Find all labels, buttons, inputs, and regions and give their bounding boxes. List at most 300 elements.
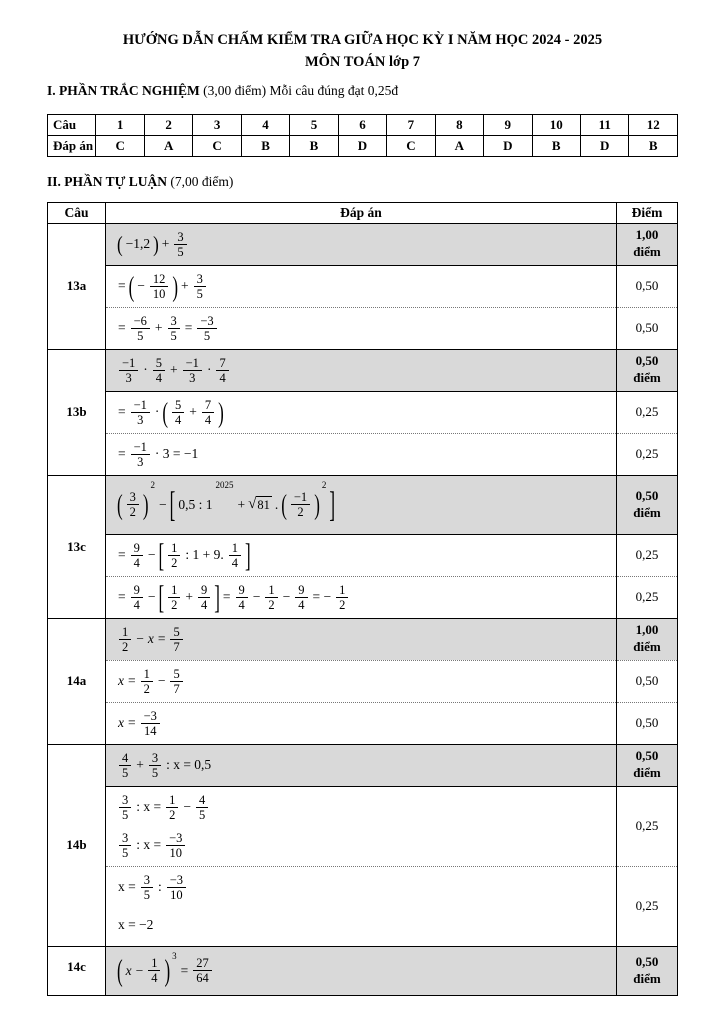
- fraction: [131, 314, 150, 343]
- math-text: x =: [117, 879, 136, 894]
- points-cell: 0,50: [617, 307, 678, 349]
- fraction-denominator: 14: [143, 723, 157, 738]
- fraction-numerator: −1: [131, 398, 150, 413]
- math-line: [116, 439, 610, 470]
- fraction-denominator: 2: [129, 505, 136, 519]
- answer-cell: [105, 576, 616, 618]
- fraction-numerator: 27: [193, 956, 212, 971]
- fraction-numerator: 3: [194, 272, 206, 287]
- fraction-denominator: 64: [196, 971, 209, 985]
- fraction-numerator: 5: [170, 625, 182, 640]
- answer-cell: [105, 391, 616, 433]
- math-text: =: [127, 715, 136, 730]
- fraction-denominator: 2: [171, 555, 178, 570]
- mcq-answer: B: [532, 135, 580, 156]
- mcq-numbers-row-label: Câu: [48, 114, 96, 135]
- math-line: [116, 952, 610, 990]
- math-line: [116, 229, 610, 260]
- fraction: [196, 793, 208, 822]
- paren-delimiter: ): [172, 269, 179, 303]
- math-text: −: [252, 589, 261, 604]
- radicand: 81: [257, 498, 270, 512]
- exponent: 2: [321, 479, 327, 490]
- fraction: [295, 583, 307, 612]
- mcq-answer: D: [484, 135, 532, 156]
- math-text: =: [184, 320, 193, 335]
- fraction-denominator: 4: [298, 597, 305, 612]
- fraction-denominator: 10: [169, 845, 182, 860]
- points-cell: 0,50 điểm: [617, 744, 678, 786]
- math-text: :: [157, 879, 162, 894]
- fraction: [194, 272, 206, 301]
- answer-cell: [105, 786, 616, 866]
- fraction-numerator: 12: [150, 272, 169, 287]
- math-text: : 1 + 9.: [185, 547, 224, 562]
- essay-table: [47, 202, 678, 996]
- math-text: =: [157, 631, 166, 646]
- fraction-numerator: 5: [170, 667, 182, 682]
- points-cell: 0,50: [617, 265, 678, 307]
- answer-row-13b-3: [48, 433, 678, 475]
- fraction: [174, 230, 186, 259]
- math-text: −1,2: [125, 236, 151, 251]
- math-text: −: [157, 673, 166, 688]
- math-line: [116, 397, 610, 428]
- math-text: −: [183, 799, 191, 814]
- fraction-denominator: 4: [133, 597, 140, 612]
- fraction-numerator: −3: [167, 873, 186, 888]
- math-line: [116, 624, 610, 655]
- fraction-numerator: −3: [141, 709, 160, 724]
- math-text: +: [181, 278, 189, 293]
- fraction-denominator: 5: [143, 887, 150, 902]
- fraction: [131, 541, 143, 570]
- fraction: [168, 541, 180, 570]
- fraction-denominator: 7: [173, 639, 180, 654]
- math-text: =: [117, 320, 126, 335]
- math-text: =: [222, 589, 231, 604]
- fraction-denominator: 10: [152, 286, 166, 301]
- fraction: [170, 625, 182, 654]
- question-label: 14a: [48, 618, 106, 744]
- answer-cell: [105, 475, 616, 534]
- paren-delimiter: (: [116, 231, 123, 257]
- math-text: ·: [154, 404, 160, 419]
- math-text: · 3 = −1: [154, 446, 199, 461]
- math-text: : x =: [136, 837, 162, 852]
- mcq-question-number: 5: [290, 114, 338, 135]
- mcq-answer: D: [580, 135, 628, 156]
- points-cell: 0,50: [617, 660, 678, 702]
- fraction-numerator: 7: [216, 356, 228, 371]
- answer-row-13a-2: [48, 265, 678, 307]
- answer-cell: [105, 744, 616, 786]
- paren-delimiter: (: [116, 488, 123, 521]
- bracket-delimiter: [: [169, 484, 176, 525]
- mcq-question-number: 2: [144, 114, 192, 135]
- answer-cell: [105, 433, 616, 475]
- section-1-heading: [47, 83, 678, 99]
- fraction: [150, 272, 169, 301]
- fraction-denominator: 2: [169, 807, 176, 822]
- math-text: +: [154, 320, 163, 335]
- radical-sign: √: [248, 496, 257, 512]
- exponent: 2: [150, 479, 156, 490]
- answer-row-14a-2: [48, 660, 678, 702]
- math-line: [116, 578, 610, 616]
- bracket-delimiter: [: [158, 536, 165, 574]
- question-label: 14b: [48, 744, 106, 946]
- fraction-denominator: 5: [121, 845, 129, 860]
- fraction-denominator: 3: [137, 412, 144, 427]
- question-label: 13a: [48, 223, 106, 349]
- bracket-delimiter: ]: [214, 578, 220, 616]
- points-cell: 0,25: [617, 576, 678, 618]
- mcq-question-number: 4: [241, 114, 289, 135]
- math-text: x = −2: [117, 917, 154, 932]
- points-cell: 0,25: [617, 866, 678, 946]
- section-1-title: I. PHẦN TRẮC NGHIỆM: [47, 82, 200, 98]
- fraction: [141, 709, 160, 738]
- fraction-numerator: −1: [183, 356, 202, 371]
- math-text: −: [136, 631, 144, 646]
- points-cell: 0,25: [617, 391, 678, 433]
- fraction-denominator: 5: [121, 807, 129, 822]
- fraction: [131, 398, 150, 427]
- fraction: [127, 490, 139, 519]
- mcq-numbers-row: [48, 114, 678, 135]
- math-line: [116, 792, 610, 823]
- points-cell: 0,50: [617, 702, 678, 744]
- answer-row-13b-2: [48, 391, 678, 433]
- answer-cell: [105, 307, 616, 349]
- fraction-denominator: 4: [238, 597, 245, 612]
- fraction-denominator: 4: [231, 555, 238, 570]
- answer-row-13c-1: [48, 475, 678, 534]
- exponent: 3: [172, 950, 177, 961]
- fraction-denominator: 4: [133, 555, 140, 570]
- answer-cell: [105, 702, 616, 744]
- math-variable: x: [147, 631, 154, 646]
- section-1-note: (3,00 điểm) Mỗi câu đúng đạt 0,25đ: [199, 82, 399, 98]
- mcq-answer: C: [193, 135, 241, 156]
- fraction-denominator: 4: [204, 412, 212, 427]
- math-text: =: [117, 589, 126, 604]
- math-variable: x: [117, 715, 124, 730]
- fraction-denominator: 4: [200, 597, 208, 612]
- math-line: [116, 708, 610, 739]
- fraction: [172, 398, 184, 427]
- fraction-denominator: 3: [189, 370, 196, 385]
- math-line: [116, 313, 610, 344]
- mcq-question-number: 3: [193, 114, 241, 135]
- fraction-numerator: 5: [172, 398, 184, 413]
- math-text: 0,5 : 1: [178, 496, 213, 512]
- fraction-denominator: 3: [125, 370, 132, 385]
- fraction: [216, 356, 228, 385]
- math-text: −: [159, 496, 167, 512]
- fraction-denominator: 2: [339, 597, 346, 612]
- section-2-note: (7,00 điểm): [167, 173, 234, 189]
- paren-delimiter: (: [281, 488, 287, 521]
- fraction: [166, 831, 185, 860]
- fraction: [119, 625, 131, 654]
- fraction-denominator: 3: [137, 454, 144, 469]
- mcq-question-number: 10: [532, 114, 580, 135]
- fraction-numerator: 3: [119, 831, 131, 846]
- fraction-numerator: 3: [119, 793, 131, 808]
- fraction-numerator: 1: [336, 583, 348, 598]
- mcq-answer: B: [241, 135, 289, 156]
- math-text: =: [117, 547, 126, 562]
- square-root: [248, 496, 272, 513]
- answer-cell: [105, 660, 616, 702]
- question-label: 13b: [48, 349, 106, 475]
- fraction: [336, 583, 348, 612]
- math-text: −: [282, 589, 291, 604]
- mcq-question-number: 7: [387, 114, 435, 135]
- mcq-question-number: 11: [580, 114, 628, 135]
- math-text: −: [147, 547, 156, 562]
- paren-delimiter: ): [153, 231, 159, 257]
- fraction: [168, 314, 180, 343]
- fraction-numerator: 1: [148, 956, 160, 971]
- fraction-numerator: 3: [141, 873, 153, 888]
- points-cell: 0,25: [617, 534, 678, 576]
- points-cell: 0,50 điểm: [617, 475, 678, 534]
- essay-header-dapan: Đáp án: [105, 202, 616, 223]
- answer-cell: [105, 946, 616, 995]
- fraction: [131, 583, 143, 612]
- fraction-numerator: −1: [119, 356, 138, 371]
- fraction-numerator: −3: [197, 314, 216, 329]
- fraction-denominator: 2: [268, 597, 275, 612]
- fraction-denominator: 2: [121, 639, 129, 654]
- fraction: [193, 956, 212, 985]
- fraction-numerator: 1: [168, 541, 180, 556]
- mcq-question-number: 12: [629, 114, 678, 135]
- fraction-denominator: 5: [177, 244, 184, 259]
- question-label: 13c: [48, 475, 106, 618]
- fraction-numerator: 1: [119, 625, 131, 640]
- fraction-numerator: 9: [131, 583, 143, 598]
- math-text: +: [170, 362, 178, 377]
- mcq-answer: C: [387, 135, 435, 156]
- answer-row-13a-1: [48, 223, 678, 265]
- fraction-denominator: 2: [143, 681, 150, 696]
- answer-cell: [105, 618, 616, 660]
- fraction-numerator: 1: [166, 793, 178, 808]
- math-line: [116, 666, 610, 697]
- bracket-delimiter: ]: [329, 484, 336, 525]
- fraction: [168, 583, 180, 612]
- fraction-numerator: 1: [265, 583, 277, 598]
- paren-delimiter: ): [142, 488, 149, 521]
- fraction: [141, 873, 153, 902]
- math-text: = −: [312, 589, 332, 604]
- math-text: −: [147, 589, 156, 604]
- fraction: [153, 356, 165, 385]
- paren-delimiter: (: [128, 269, 135, 303]
- math-variable: x: [125, 962, 132, 978]
- fraction-numerator: 4: [119, 751, 131, 766]
- bracket-delimiter: [: [158, 578, 165, 616]
- fraction: [291, 490, 310, 519]
- fraction-numerator: −6: [131, 314, 150, 329]
- fraction-numerator: 5: [153, 356, 165, 371]
- fraction-numerator: −1: [291, 490, 310, 505]
- fraction: [183, 356, 202, 385]
- math-line: [116, 910, 610, 941]
- math-line: [116, 830, 610, 861]
- mcq-answer: B: [290, 135, 338, 156]
- fraction-denominator: 4: [175, 412, 182, 427]
- mcq-answer: B: [629, 135, 678, 156]
- answer-row-14a-3: [48, 702, 678, 744]
- essay-table-body: [48, 223, 678, 995]
- math-line: [116, 750, 610, 781]
- points-cell: 0,50 điểm: [617, 946, 678, 995]
- fraction-denominator: 5: [203, 328, 211, 343]
- fraction-denominator: 5: [170, 328, 177, 343]
- fraction-numerator: 7: [202, 398, 214, 413]
- fraction: [166, 793, 178, 822]
- paren-delimiter: ): [164, 953, 171, 988]
- fraction: [198, 583, 210, 612]
- math-text: −: [135, 962, 144, 978]
- points-cell: 0,25: [617, 433, 678, 475]
- fraction: [148, 956, 160, 985]
- math-text: ·: [143, 362, 148, 377]
- math-text: =: [117, 278, 126, 293]
- exponent: 2025: [215, 479, 234, 490]
- math-line: [116, 481, 610, 529]
- answer-row-13a-3: [48, 307, 678, 349]
- fraction-numerator: 3: [149, 751, 161, 766]
- mcq-answer: A: [435, 135, 483, 156]
- fraction: [141, 667, 153, 696]
- math-line: [116, 872, 610, 903]
- fraction-numerator: 9: [198, 583, 210, 598]
- essay-header-cau: Câu: [48, 202, 106, 223]
- fraction: [131, 440, 150, 469]
- fraction: [197, 314, 216, 343]
- fraction: [167, 873, 186, 902]
- math-text: ·: [206, 362, 212, 377]
- answer-row-13c-3: [48, 576, 678, 618]
- fraction-denominator: 10: [170, 887, 183, 902]
- math-text: +: [237, 496, 246, 512]
- math-line: [116, 536, 610, 574]
- math-text: : x = 0,5: [166, 757, 212, 772]
- mcq-question-number: 9: [484, 114, 532, 135]
- fraction-numerator: 1: [141, 667, 153, 682]
- fraction: [119, 751, 131, 780]
- math-variable: x: [117, 673, 124, 688]
- answer-cell: [105, 265, 616, 307]
- math-text: =: [117, 404, 126, 419]
- fraction-denominator: 4: [155, 370, 162, 385]
- fraction: [236, 583, 248, 612]
- paren-delimiter: (: [162, 395, 169, 429]
- mcq-answer: A: [144, 135, 192, 156]
- fraction-numerator: −1: [131, 440, 150, 455]
- fraction-numerator: 1: [168, 583, 180, 598]
- paren-delimiter: ): [314, 488, 320, 521]
- answer-cell: [105, 349, 616, 391]
- answer-row-13b-1: [48, 349, 678, 391]
- points-cell: 0,25: [617, 786, 678, 866]
- mcq-answer: D: [338, 135, 386, 156]
- fraction-numerator: 9: [295, 583, 307, 598]
- fraction: [119, 831, 131, 860]
- paren-delimiter: (: [116, 953, 123, 988]
- fraction-numerator: 3: [168, 314, 180, 329]
- answer-cell: [105, 534, 616, 576]
- question-label: 14c: [48, 946, 106, 995]
- answer-row-14c-1: [48, 946, 678, 995]
- math-text: +: [136, 757, 144, 772]
- mcq-question-number: 8: [435, 114, 483, 135]
- answer-row-13c-2: [48, 534, 678, 576]
- fraction-denominator: 2: [171, 597, 178, 612]
- fraction: [149, 751, 161, 780]
- answer-cell: [105, 223, 616, 265]
- section-2-heading: [47, 174, 678, 190]
- fraction-denominator: 5: [151, 765, 159, 780]
- answer-cell: [105, 866, 616, 946]
- section-2-title: II. PHẦN TỰ LUẬN: [47, 173, 168, 189]
- math-text: +: [185, 589, 193, 604]
- math-text: : x =: [136, 799, 162, 814]
- answer-row-14b-2: [48, 786, 678, 866]
- mcq-question-number: 6: [338, 114, 386, 135]
- page-title: HƯỚNG DẪN CHẤM KIỂM TRA GIỮA HỌC KỲ I NĂM HỌC 2024 - 2025: [122, 32, 603, 48]
- math-text: +: [189, 404, 197, 419]
- fraction-numerator: 4: [196, 793, 208, 808]
- points-cell: 0,50 điểm: [617, 349, 678, 391]
- mcq-answers-row-label: Đáp án: [48, 135, 96, 156]
- fraction: [265, 583, 277, 612]
- math-line: [116, 271, 610, 302]
- fraction-denominator: 5: [196, 286, 203, 301]
- fraction: [170, 667, 182, 696]
- fraction: [119, 356, 138, 385]
- points-cell: 1,00 điểm: [617, 618, 678, 660]
- points-cell: 1,00 điểm: [617, 223, 678, 265]
- fraction-numerator: 1: [229, 541, 241, 556]
- essay-header-row: [48, 202, 678, 223]
- math-text: .: [274, 496, 279, 512]
- fraction-denominator: 2: [297, 505, 304, 519]
- mcq-question-number: 1: [96, 114, 144, 135]
- fraction-denominator: 5: [198, 807, 206, 822]
- mcq-answer: C: [96, 135, 144, 156]
- answer-row-14a-1: [48, 618, 678, 660]
- fraction-numerator: −3: [166, 831, 185, 846]
- mcq-table: [47, 114, 678, 157]
- math-text: =: [127, 673, 136, 688]
- math-text: =: [180, 962, 189, 978]
- bracket-delimiter: ]: [244, 536, 251, 574]
- essay-header-diem: Điểm: [617, 202, 678, 223]
- fraction-numerator: 9: [236, 583, 248, 598]
- fraction-denominator: 5: [137, 328, 144, 343]
- fraction: [202, 398, 214, 427]
- fraction-denominator: 5: [121, 765, 129, 780]
- fraction-numerator: 3: [174, 230, 186, 245]
- answer-row-14b-1: [48, 744, 678, 786]
